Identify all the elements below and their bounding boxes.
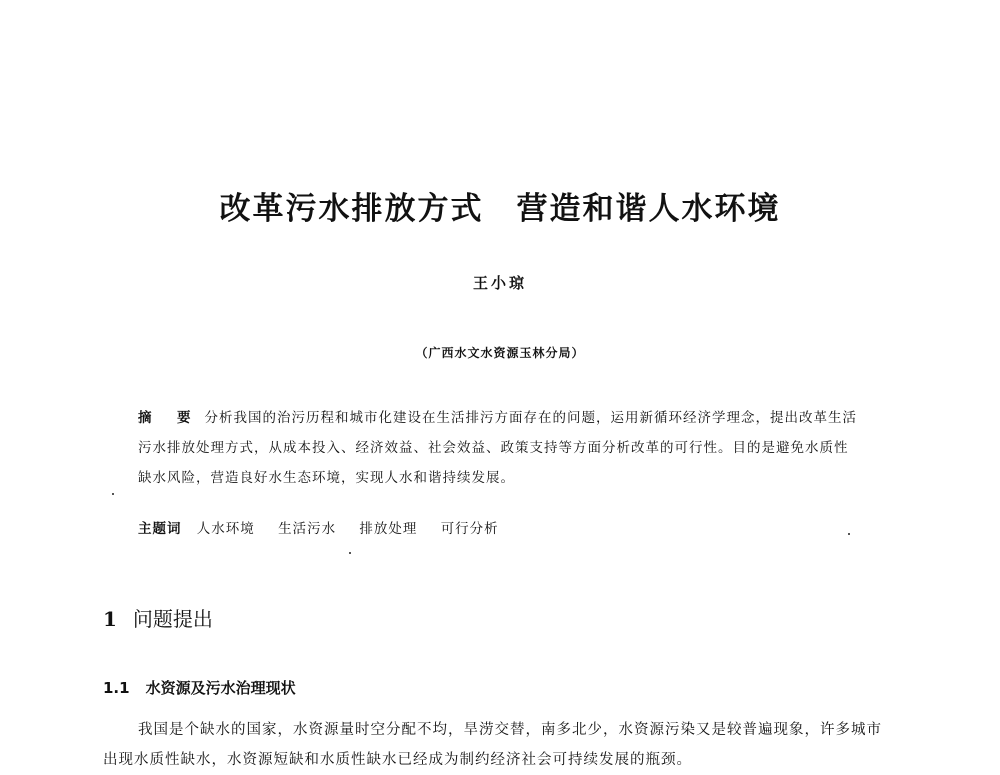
- subsection-title: 水资源及污水治理现状: [145, 679, 296, 697]
- scan-speck: [112, 493, 114, 495]
- scan-speck: [848, 533, 850, 535]
- author-affiliation: （广西水文水资源玉林分局）: [415, 346, 585, 360]
- abstract-label: 摘 要: [138, 410, 197, 426]
- section-heading: [103, 603, 213, 632]
- keyword: 可行分析: [440, 521, 499, 537]
- paper-title: 改革污水排放方式 营造和谐人水环境: [219, 191, 781, 227]
- abstract-text: 分析我国的治污历程和城市化建设在生活排污方面存在的问题，运用新循环经济学理念，提出改革生活污水排放处理方式，从成本投入、经济效益、社会效益、政策支持等方面分析改革的可行性。目的是避免水质性缺水风险，营造良好水生态环境，实现人水和谐持续发展。: [138, 410, 857, 486]
- keyword: 生活污水: [278, 521, 337, 537]
- section-title: 问题提出: [132, 607, 213, 631]
- keywords-label: 主题词: [138, 521, 182, 537]
- abstract: [138, 403, 860, 493]
- keyword: 排放处理: [359, 521, 418, 537]
- keywords: [138, 517, 517, 537]
- author-name: 王小琼: [472, 274, 527, 292]
- body-paragraph: 我国是个缺水的国家，水资源量时空分配不均，旱涝交替，南多北少，水资源污染又是较普遍现象，许多城市出现水质性缺水，水资源短缺和水质性缺水已经成为制约经济社会可持续发展的瓶颈。: [103, 722, 882, 768]
- section-number: 1: [103, 607, 117, 631]
- subsection-number: 1.1: [103, 679, 130, 697]
- keyword: 人水环境: [196, 521, 255, 537]
- scan-speck: [349, 552, 351, 554]
- subsection-heading: [103, 677, 296, 698]
